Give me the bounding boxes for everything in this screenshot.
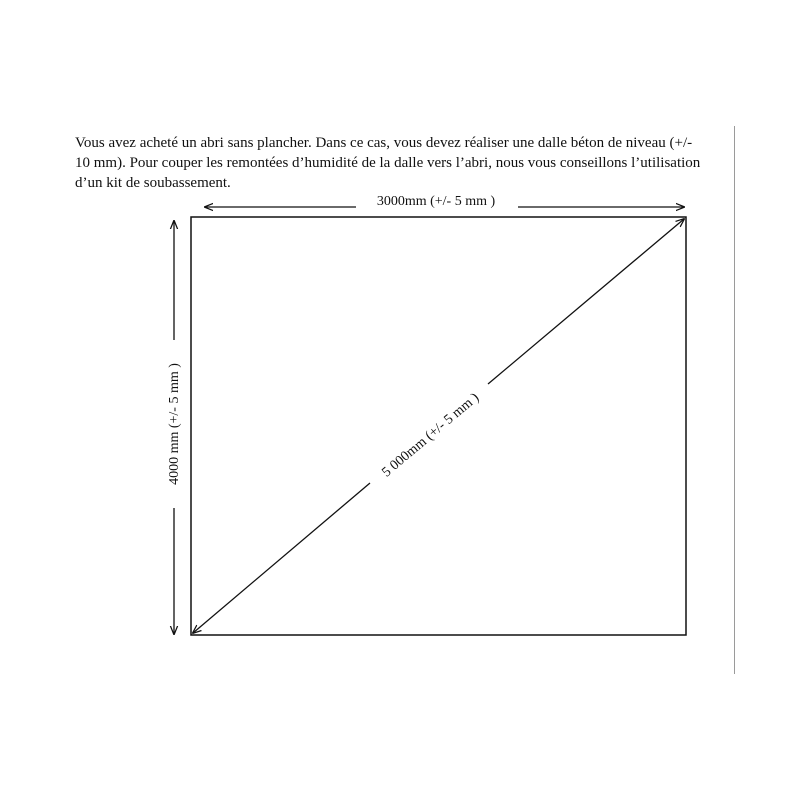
diagonal-dimension-label: 5 000mm (+/- 5 mm ) — [379, 390, 483, 481]
diagonal-dimension-lower-arrow — [193, 483, 370, 633]
diagonal-dimension-upper-arrow — [488, 219, 684, 384]
intro-line-3: d’un kit de soubassement. — [75, 175, 231, 191]
height-dimension-label: 4000 mm (+/- 5 mm ) — [167, 363, 182, 485]
width-dimension-label: 3000mm (+/- 5 mm ) — [376, 194, 496, 209]
intro-line-1: Vous avez acheté un abri sans plancher. Dans ce cas, vous devez réaliser une dalle béton de niveau (+/- — [75, 135, 693, 151]
intro-line-2: 10 mm). Pour couper les remontées d’humidité de la dalle vers l’abri, nous vous conseillons l’utilisation — [75, 155, 701, 171]
